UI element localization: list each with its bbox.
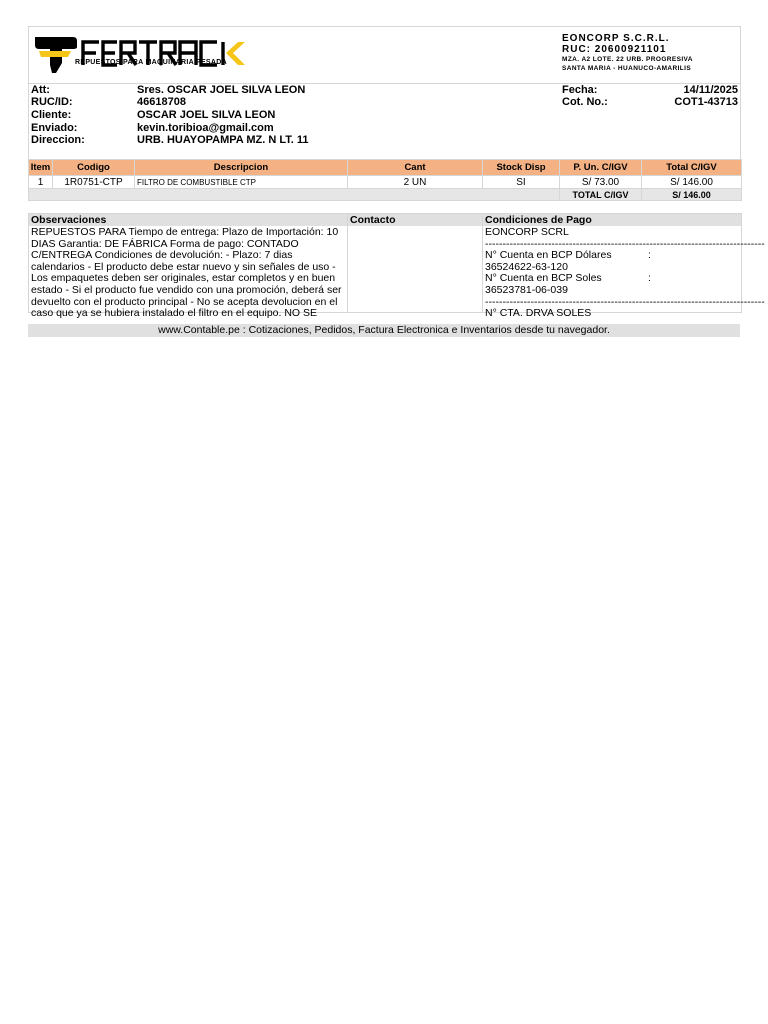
conditions-header-row xyxy=(29,214,742,227)
pen-account-number: 36523781-06-039 xyxy=(485,283,568,296)
items-header-row xyxy=(29,160,742,176)
contacto-header: Contacto xyxy=(348,214,483,227)
cot-label: Cot. No.: xyxy=(562,96,608,108)
cliente-label: Cliente: xyxy=(31,109,72,121)
usd-account-label: N° Cuenta en BCP Dólares xyxy=(485,249,612,262)
col-header-descripcion: Descripcion xyxy=(135,160,348,176)
total-row xyxy=(29,189,742,201)
company-address-line2: SANTA MARIA - HUANUCO-AMARILIS xyxy=(562,65,692,72)
table-row xyxy=(29,176,742,189)
payment-separator: -------------------------------------------------------------------------------- xyxy=(485,237,765,250)
cell-precio-unit: S/ 73.00 xyxy=(560,176,642,189)
payment-extra: N° CTA. DRVA SOLES xyxy=(485,307,592,320)
payment-details xyxy=(485,226,765,320)
pen-account-colon: : xyxy=(648,272,651,285)
condiciones-pago-header: Condiciones de Pago xyxy=(483,214,742,227)
col-header-item: Item xyxy=(29,160,53,176)
att-label: Att: xyxy=(31,84,50,96)
enviado-label: Enviado: xyxy=(31,122,78,134)
brand-subtitle: REPUESTOS PARA MAQUINARIA PESADA xyxy=(75,59,227,66)
ruc-label: RUC/ID: xyxy=(31,96,73,108)
client-info xyxy=(28,84,741,160)
pen-account-label: N° Cuenta en BCP Soles xyxy=(485,272,602,285)
cell-item: 1 xyxy=(29,176,53,189)
cell-stock: SI xyxy=(483,176,560,189)
cell-total: S/ 146.00 xyxy=(642,176,742,189)
fecha-value: 14/11/2025 xyxy=(683,84,738,96)
company-name: EONCORP S.C.R.L. xyxy=(562,33,670,44)
att-value: Sres. OSCAR JOEL SILVA LEON xyxy=(137,84,306,96)
cot-number: COT1-43713 xyxy=(674,96,738,108)
col-header-precio-unit: P. Un. C/IGV xyxy=(560,160,642,176)
fecha-label: Fecha: xyxy=(562,84,598,96)
total-value: S/ 146.00 xyxy=(642,189,742,201)
direccion-value: URB. HUAYOPAMPA MZ. N LT. 11 xyxy=(137,134,309,146)
payment-company: EONCORP SCRL xyxy=(485,226,569,238)
cliente-value: OSCAR JOEL SILVA LEON xyxy=(137,109,276,121)
payment-separator-2: -------------------------------------------------------------------------------- xyxy=(485,295,765,308)
quotation-sheet xyxy=(28,26,765,336)
truck-t-logo-icon xyxy=(33,35,255,75)
conditions-table xyxy=(28,213,765,320)
observaciones-header: Observaciones xyxy=(29,214,348,227)
observaciones-text: REPUESTOS PARA Tiempo de entrega: Plazo de Importación: 10 DIAS Garantia: DE FÁBRICA Forma de pago: CONTADO C/ENTREGA Condiciones de devolución: - Plazo: 7 dias calendarios - El producto debe estar nuevo y sin señales de uso - Los empaquetes deben ser originales, estar completos y en buen estado - Si el producto fue vendido con una promoción, deberá ser devuelto con el producto principal - No se acepta devolucion en el caso que ya se hubiera instalado el filtro en el equipo. NO SE xyxy=(31,226,342,320)
col-header-codigo: Codigo xyxy=(53,160,135,176)
company-block xyxy=(562,34,740,73)
document-header xyxy=(28,26,741,84)
col-header-stock: Stock Disp xyxy=(483,160,560,176)
cell-codigo: 1R0751-CTP xyxy=(53,176,135,189)
items-table xyxy=(28,159,742,201)
cell-descripcion: FILTRO DE COMBUSTIBLE CTP xyxy=(135,176,348,189)
total-label: TOTAL C/IGV xyxy=(560,189,642,201)
usd-account-colon: : xyxy=(648,249,651,262)
enviado-email: kevin.toribioa@gmail.com xyxy=(137,122,274,134)
col-header-total: Total C/IGV xyxy=(642,160,742,176)
col-header-cant: Cant xyxy=(348,160,483,176)
contacto-cell xyxy=(348,226,483,313)
ruc-value: 46618708 xyxy=(137,96,186,108)
usd-account-number: 36524622-63-120 xyxy=(485,260,568,273)
footer-banner: www.Contable.pe : Cotizaciones, Pedidos, Factura Electronica e Inventarios desde tu navegador. xyxy=(28,324,740,337)
direccion-label: Direccion: xyxy=(31,134,85,146)
company-ruc: RUC: 20600921101 xyxy=(562,44,667,55)
cell-cant: 2 UN xyxy=(348,176,483,189)
company-address-line1: MZA. A2 LOTE. 22 URB. PROGRESIVA xyxy=(562,56,693,63)
